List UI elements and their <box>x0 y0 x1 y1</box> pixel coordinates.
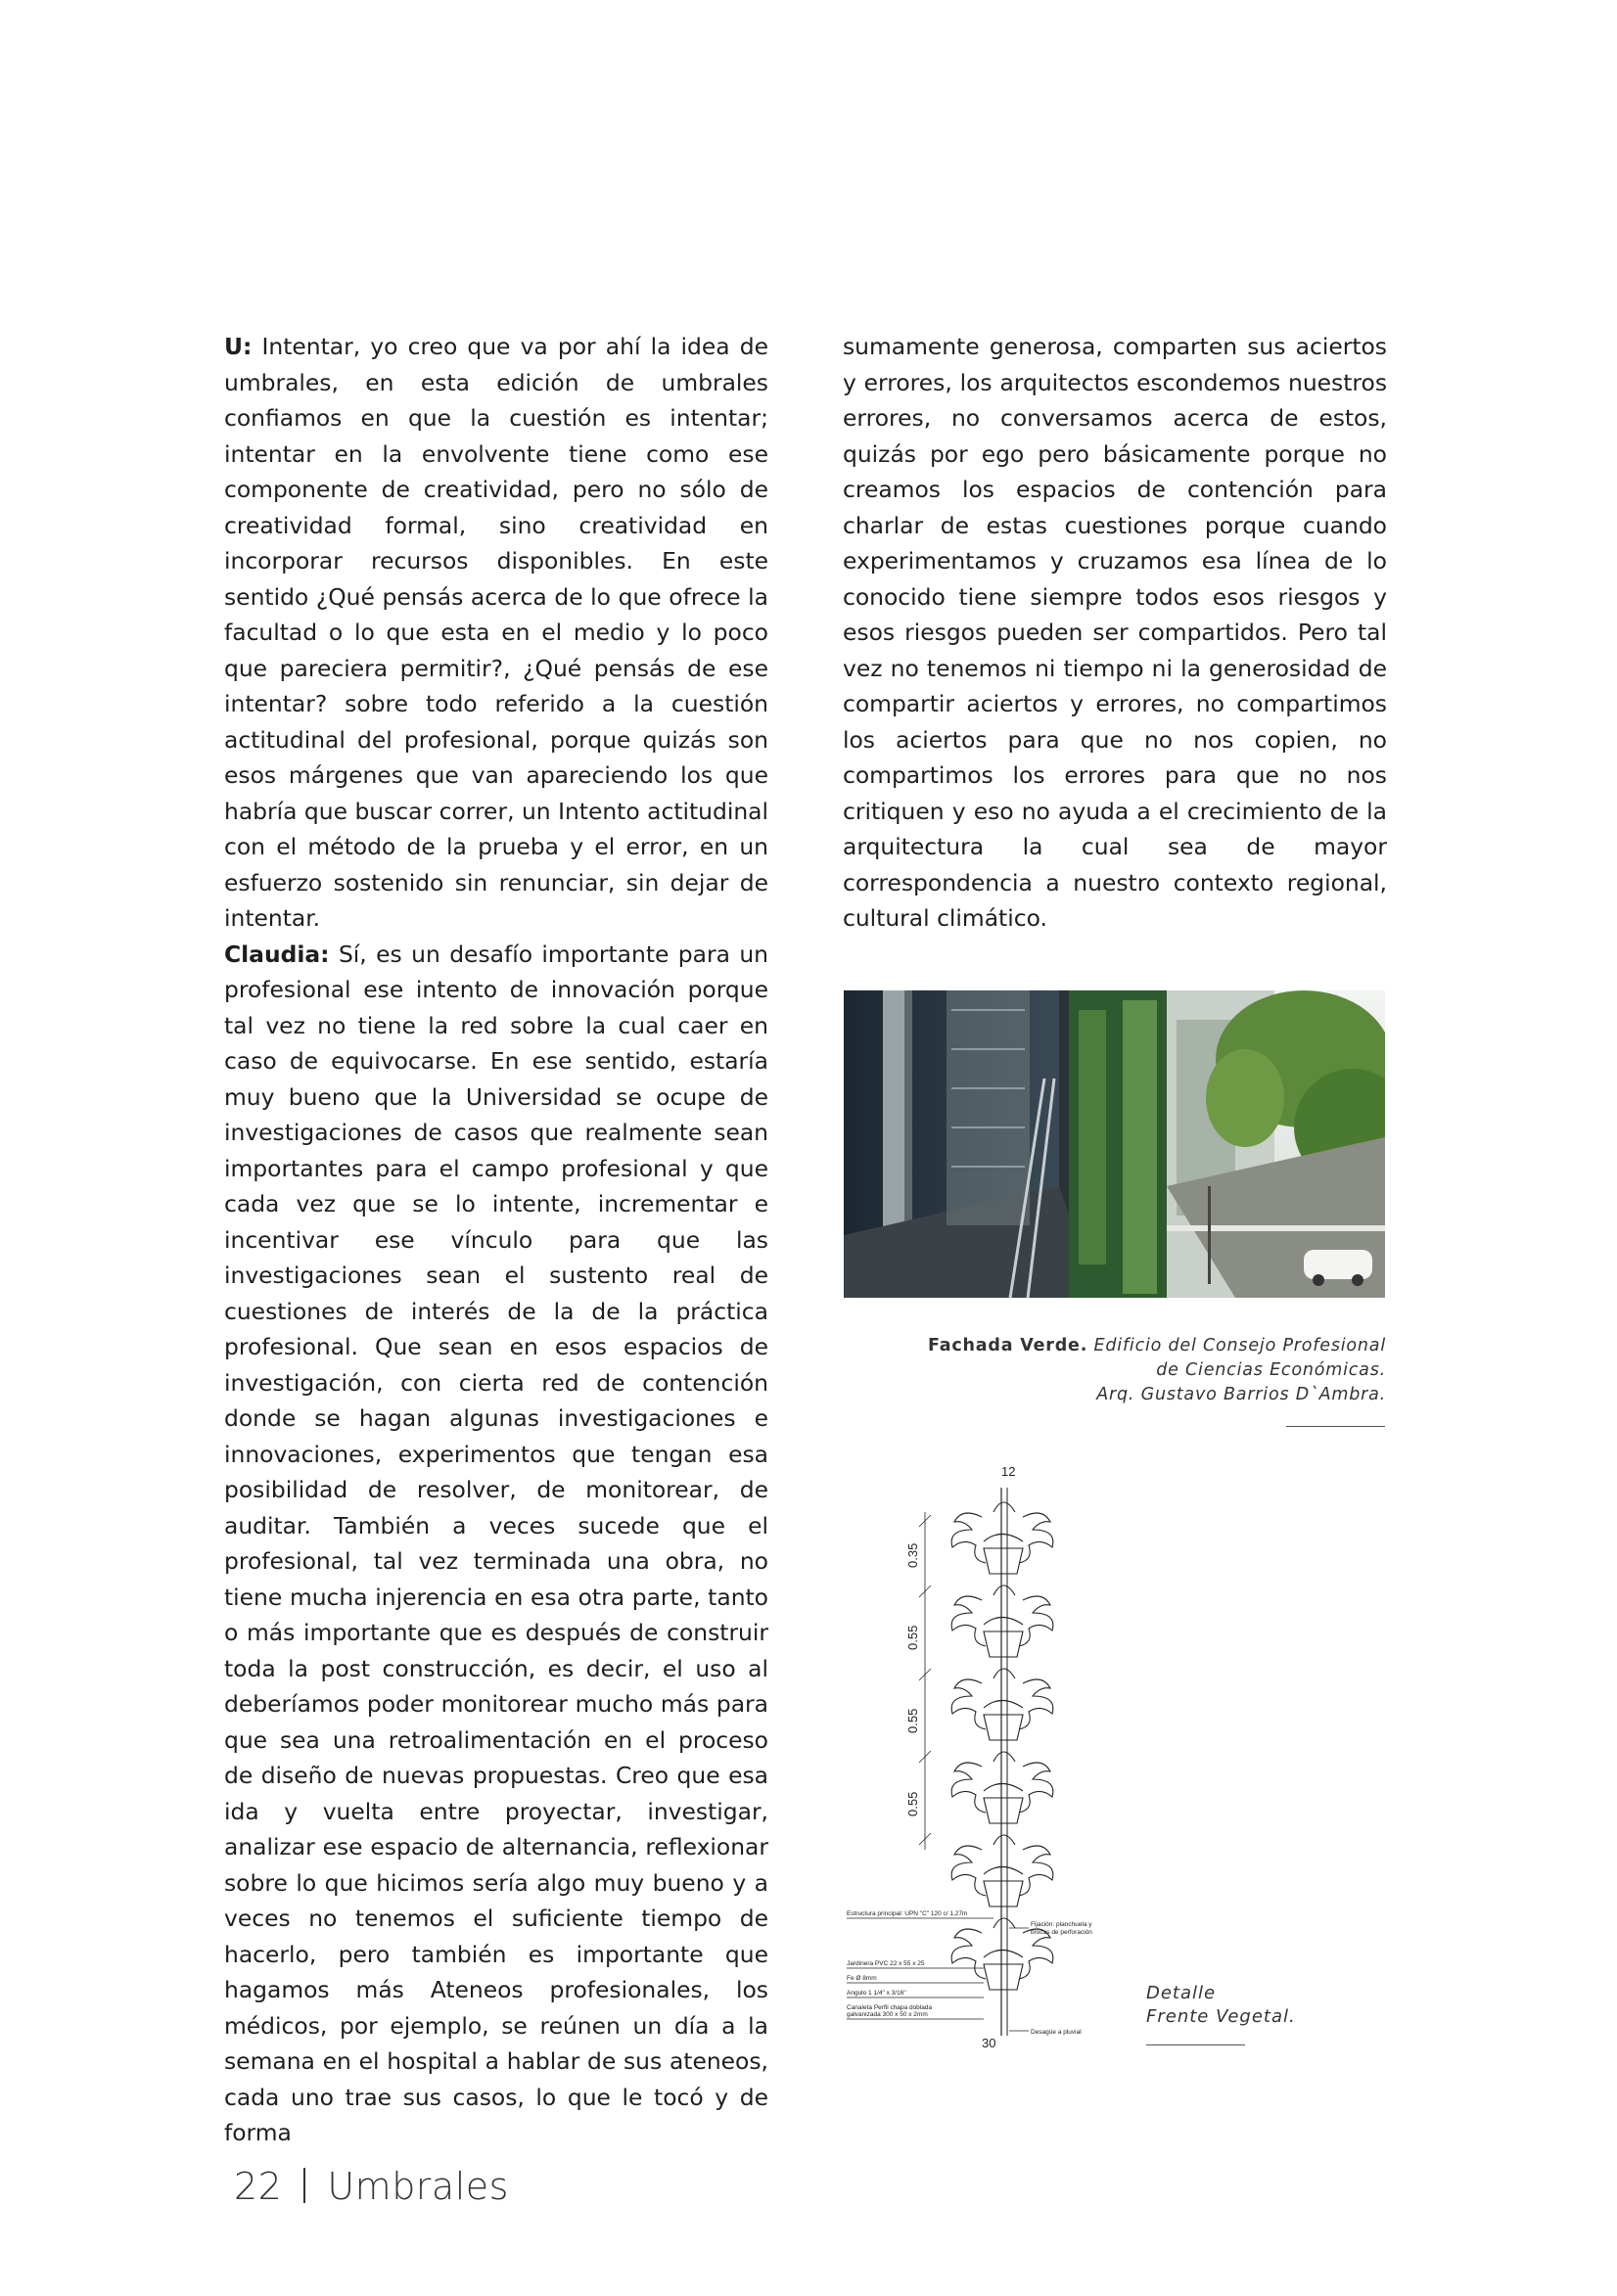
plant-pot-5 <box>951 1835 1053 1906</box>
photo-caption-institution: de Ciencias Económicas. <box>1156 1360 1386 1380</box>
paragraph-claudia <box>224 937 768 2151</box>
right-text-column <box>843 329 1387 937</box>
facade-photo-illustration <box>844 990 1385 1298</box>
paragraph-intentar-text: Intentar, yo creo que va por ahí la idea de umbrales, en esta edición de umbrales confiamos en que la cuestión es intentar; intentar en la envolvente tiene como ese componente de creatividad, pero no sólo de creatividad formal, sino creatividad en incorporar recursos disponibles. En este sentido ¿Qué pensás acerca de lo que ofrece la facultad o lo que esta en el medio y lo poco que pareciera permitir?, ¿Qué pensás de ese intentar? sobre todo referido a la cuestión actitudinal del profesional, porque quizás son esos márgenes que van apareciendo los que habría que buscar correr, un Intento actitudinal con el método de la prueba y el error, en un esfuerzo sostenido sin renunciar, sin dejar de intentar. <box>224 333 768 932</box>
drawing-caption <box>1146 1982 1296 2029</box>
paragraph-continuation: sumamente generosa, comparten sus aciertos y errores, los arquitectos escondemos nuestros errores, no conversamos acerca de estos, quizás por ego pero básicamente porque no creamos los espacios de contención para charlar de estas cuestiones porque cuando experimentamos y cruzamos esa línea de lo conocido tiene siempre todos esos riesgos y esos riesgos pueden ser compartidos. Pero tal vez no tenemos ni tiempo ni la generosidad de compartir aciertos y errores, no compartimos los aciertos para que no nos copien, no compartimos los errores para que no nos critiquen y eso no ayuda a el crecimiento de la arquitectura la cual sea de mayor correspondencia a nuestro contexto regional, cultural climático. <box>843 333 1387 932</box>
dim-top: 12 <box>1001 1464 1016 1479</box>
left-text-column <box>224 329 768 2151</box>
dim-2: 0.55 <box>905 1625 920 1650</box>
note-angulo: Angulo 1 1/4" x 3/16" <box>847 1990 906 1997</box>
plant-pot-2 <box>951 1585 1053 1657</box>
dim-4: 0.55 <box>905 1791 920 1816</box>
green-facade-photo <box>844 990 1385 1298</box>
note-desague: Desagüe a pluvial <box>1031 2029 1082 2036</box>
vertical-garden-detail-drawing <box>837 1458 1131 2055</box>
plant-pot-4 <box>951 1752 1053 1823</box>
paragraph-claudia-text: Sí, es un desafío importante para un profesional ese intento de innovación porque tal vez no tiene la red sobre la cual caer en caso de equivocarse. En ese sentido, estaría muy bueno que la Universidad se ocupe de investigaciones de casos que realmente sean importantes para el campo profesional y que cada vez que se lo intente, incrementar e incentivar ese vínculo para que las investigaciones sean el sustento real de cuestiones de interés de la de la práctica profesional. Que sean en esos espacios de investigación, con cierta red de contención donde se hagan algunas investigaciones e innovaciones, experimentos que tengan esa posibilidad de resolver, de monitorear, de auditar. También a veces sucede que el profesional, tal vez terminada una obra, no tiene mucha injerencia en esa otra parte, tanto o más importante que es después de construir toda la post construcción, es decir, el uso al deberíamos poder monitorear mucho más para que sea una retroalimentación en el proceso de diseño de nuevas propuestas. Creo que esa ida y vuelta entre proyectar, investigar, analizar ese espacio de alternancia, reflexionar sobre lo que hicimos sería algo muy bueno y a veces no tenemos el suficiente tiempo de hacerlo, pero también es importante que hagamos más Ateneos profesionales, los médicos, por ejemplo, se reúnen un día a la semana en el hospital a hablar de sus ateneos, cada uno trae sus casos, lo que le tocó y de forma <box>224 940 768 2146</box>
drawing-caption-rule <box>1146 2044 1245 2045</box>
detail-drawing-svg <box>837 1458 1131 2055</box>
speaker-claudia: Claudia: <box>224 940 330 968</box>
note-canaleta-1: Canaleta Perfil chapa doblada <box>847 2004 933 2011</box>
note-fijacion-1: Fijación: planchuela y <box>1031 1921 1092 1928</box>
plant-pot-1 <box>951 1502 1053 1574</box>
plant-pot-3 <box>951 1669 1053 1740</box>
magazine-name: Umbrales <box>327 2165 509 2208</box>
photo-caption-building: Edificio del Consejo Profesional <box>1093 1336 1386 1355</box>
page-number: 22 <box>234 2165 283 2208</box>
photo-caption-architect: Arq. Gustavo Barrios D`Ambra. <box>1096 1385 1386 1404</box>
page-footer <box>234 2165 509 2208</box>
drawing-caption-line1: Detalle <box>1146 1983 1217 2003</box>
photo-caption-title: Fachada Verde. <box>928 1336 1088 1355</box>
dim-1: 0.35 <box>905 1542 920 1568</box>
paragraph-intentar <box>224 329 768 937</box>
note-fe: Fe Ø 8mm <box>847 1975 877 1982</box>
note-canaleta-2: galvanizada 300 x 50 x 2mm <box>847 2011 928 2018</box>
photo-caption-line2 <box>838 1358 1386 1383</box>
drawing-caption-line2: Frente Vegetal. <box>1146 2006 1296 2027</box>
dim-3: 0.55 <box>905 1708 920 1733</box>
note-jardinera: Jardinera PVC 22 x 55 x 25 <box>847 1960 925 1967</box>
note-fijacion-2: brocas de perforación <box>1031 1929 1092 1936</box>
photo-caption-rule <box>1286 1426 1385 1427</box>
note-estructura: Estructura principal: UPN "C" 120 c/ 1,27m <box>847 1910 968 1917</box>
dim-bottom: 30 <box>982 2036 996 2050</box>
photo-caption-line3 <box>838 1383 1386 1407</box>
footer-separator <box>303 2168 305 2203</box>
photo-caption-line1 <box>838 1334 1386 1358</box>
photo-caption <box>838 1334 1386 1407</box>
speaker-u: U: <box>224 333 253 360</box>
